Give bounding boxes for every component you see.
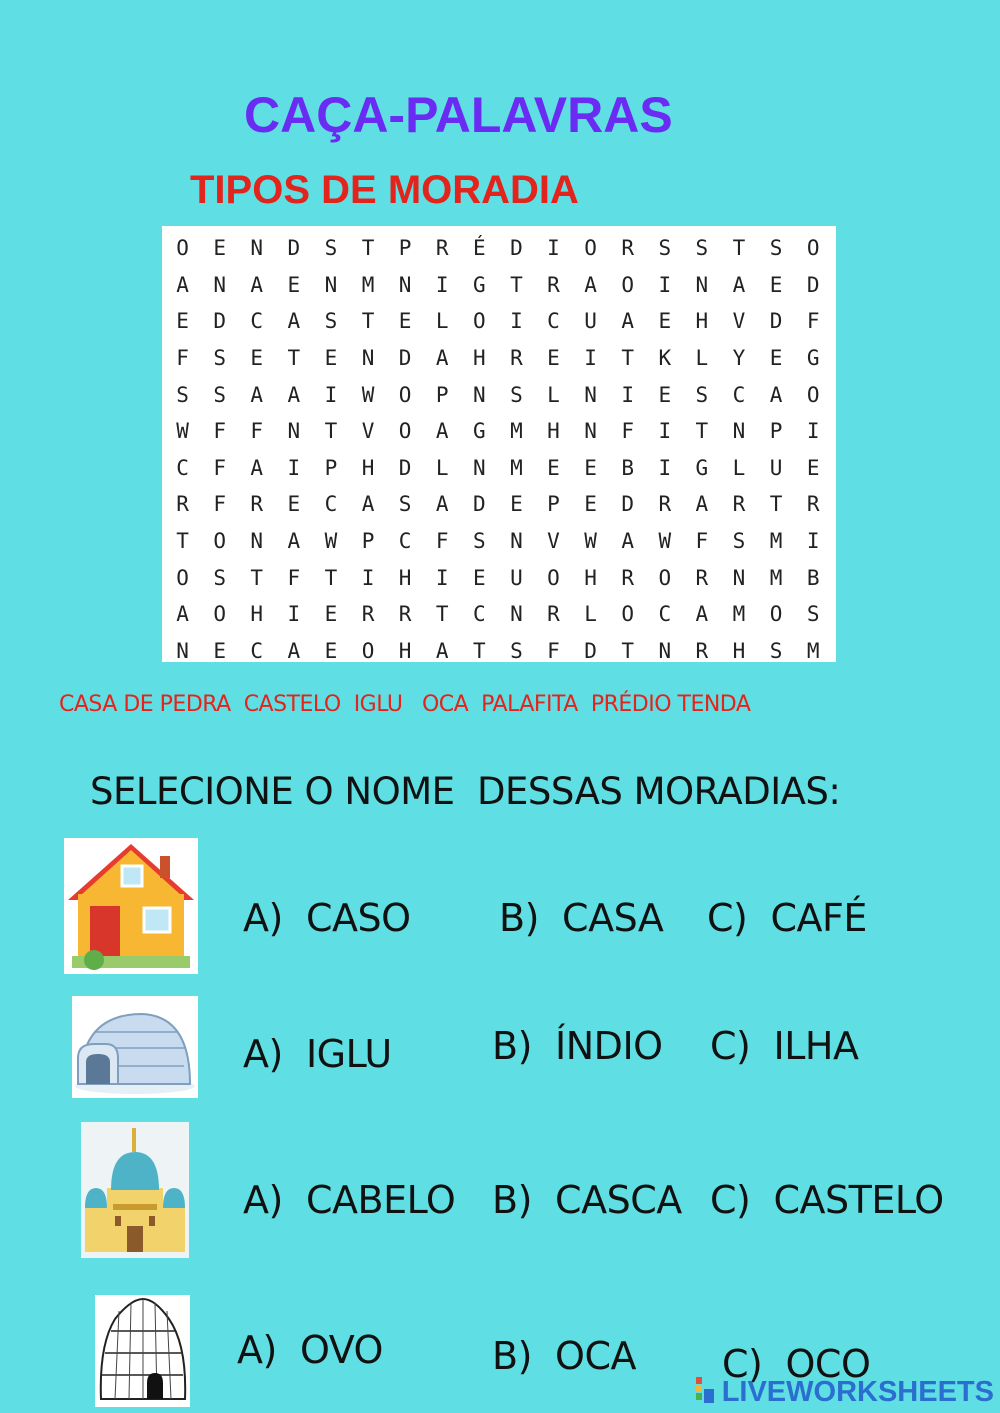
q2-option-c[interactable]: C) ILHA bbox=[710, 1024, 859, 1068]
q1-option-b[interactable]: B) CASA bbox=[499, 896, 664, 940]
grid-cell[interactable]: E bbox=[324, 638, 338, 663]
grid-cell[interactable]: A bbox=[621, 309, 634, 334]
grid-cell[interactable]: H bbox=[398, 565, 412, 590]
grid-cell[interactable]: W bbox=[324, 529, 338, 554]
grid-cell[interactable]: B bbox=[621, 455, 634, 480]
grid-cell[interactable]: N bbox=[510, 602, 523, 627]
grid-cell[interactable]: H bbox=[695, 309, 709, 334]
grid-cell[interactable]: F bbox=[695, 529, 709, 554]
grid-cell[interactable]: U bbox=[510, 565, 523, 590]
grid-cell[interactable]: A bbox=[287, 309, 301, 334]
grid-cell[interactable]: E bbox=[287, 272, 301, 297]
grid-cell[interactable]: P bbox=[547, 492, 560, 517]
grid-cell[interactable]: M bbox=[769, 529, 783, 554]
grid-cell[interactable]: M bbox=[361, 272, 375, 297]
grid-cell[interactable]: R bbox=[658, 492, 672, 517]
grid-cell[interactable]: R bbox=[250, 492, 264, 517]
q4-option-b[interactable]: B) OCA bbox=[492, 1334, 636, 1378]
grid-cell[interactable]: O bbox=[621, 272, 634, 297]
grid-cell[interactable]: A bbox=[250, 272, 264, 297]
grid-cell[interactable]: P bbox=[324, 455, 338, 480]
grid-cell[interactable]: S bbox=[398, 492, 412, 517]
grid-cell[interactable]: T bbox=[324, 565, 338, 590]
grid-cell[interactable]: T bbox=[287, 346, 301, 371]
grid-cell[interactable]: S bbox=[732, 529, 746, 554]
grid-cell[interactable]: A bbox=[584, 272, 597, 297]
grid-cell[interactable]: N bbox=[584, 382, 597, 407]
grid-cell[interactable]: F bbox=[547, 638, 560, 663]
castle-image bbox=[81, 1122, 189, 1258]
grid-cell[interactable]: W bbox=[361, 382, 375, 407]
grid-cell[interactable]: E bbox=[658, 382, 672, 407]
grid-cell[interactable]: O bbox=[213, 529, 226, 554]
grid-cell[interactable]: N bbox=[324, 272, 338, 297]
grid-cell[interactable]: A bbox=[695, 602, 709, 627]
grid-cell[interactable]: F bbox=[250, 419, 264, 444]
grid-cell[interactable]: F bbox=[435, 529, 449, 554]
page-subtitle: TIPOS DE MORADIA bbox=[190, 168, 579, 212]
grid-cell[interactable]: N bbox=[732, 565, 746, 590]
grid-cell[interactable]: S bbox=[213, 382, 226, 407]
hut-image bbox=[95, 1295, 190, 1407]
grid-cell[interactable]: L bbox=[435, 455, 449, 480]
grid-cell[interactable]: H bbox=[732, 638, 746, 663]
grid-cell[interactable]: I bbox=[547, 236, 560, 261]
brand-logo bbox=[694, 1375, 994, 1409]
grid-cell[interactable]: N bbox=[510, 529, 523, 554]
grid-cell[interactable]: H bbox=[398, 638, 412, 663]
grid-cell[interactable]: W bbox=[176, 419, 189, 444]
grid-cell[interactable]: A bbox=[250, 455, 264, 480]
grid-cell[interactable]: R bbox=[695, 638, 709, 663]
grid-cell[interactable]: O bbox=[806, 236, 820, 261]
grid-cell[interactable]: D bbox=[213, 309, 226, 334]
grid-cell[interactable]: D bbox=[287, 236, 301, 261]
grid-cell[interactable]: N bbox=[732, 419, 746, 444]
grid-cell[interactable]: A bbox=[695, 492, 709, 517]
grid-cell[interactable]: E bbox=[547, 346, 560, 371]
grid-cell[interactable]: U bbox=[584, 309, 597, 334]
grid-cell[interactable]: M bbox=[732, 602, 746, 627]
grid-cell[interactable]: R bbox=[547, 272, 560, 297]
grid-cell[interactable]: F bbox=[176, 346, 189, 371]
grid-cell[interactable]: S bbox=[324, 236, 338, 261]
grid-cell[interactable]: R bbox=[621, 236, 634, 261]
grid-cell[interactable]: É bbox=[472, 236, 486, 261]
page-title: CAÇA-PALAVRAS bbox=[244, 87, 673, 143]
grid-cell[interactable]: C bbox=[250, 638, 264, 663]
grid-cell[interactable]: D bbox=[769, 309, 783, 334]
grid-cell[interactable]: C bbox=[324, 492, 338, 517]
grid-cell[interactable]: I bbox=[435, 565, 449, 590]
grid-cell[interactable]: L bbox=[547, 382, 560, 407]
grid-cell[interactable]: R bbox=[398, 602, 412, 627]
grid-cell[interactable]: O bbox=[584, 236, 597, 261]
grid-cell[interactable]: A bbox=[287, 382, 301, 407]
grid-cell[interactable]: N bbox=[250, 236, 264, 261]
q2-option-b[interactable]: B) ÍNDIO bbox=[492, 1024, 663, 1068]
grid-cell[interactable]: T bbox=[510, 272, 523, 297]
grid-cell[interactable]: H bbox=[547, 419, 560, 444]
grid-cell[interactable]: N bbox=[250, 529, 264, 554]
grid-cell[interactable]: D bbox=[398, 346, 412, 371]
grid-cell[interactable]: F bbox=[287, 565, 301, 590]
grid-cell[interactable]: C bbox=[732, 382, 746, 407]
grid-cell[interactable]: A bbox=[435, 492, 449, 517]
q4-option-a[interactable]: A) OVO bbox=[237, 1328, 383, 1372]
castle-icon bbox=[81, 1122, 189, 1258]
grid-cell[interactable]: L bbox=[732, 455, 746, 480]
grid-cell[interactable]: R bbox=[621, 565, 634, 590]
grid-cell[interactable]: S bbox=[769, 236, 783, 261]
grid-cell[interactable]: R bbox=[361, 602, 375, 627]
grid-cell[interactable]: D bbox=[398, 455, 412, 480]
grid-cell[interactable]: L bbox=[584, 602, 597, 627]
grid-cell[interactable]: M bbox=[510, 455, 523, 480]
grid-cell[interactable]: A bbox=[435, 419, 449, 444]
grid-cell[interactable]: O bbox=[621, 602, 634, 627]
grid-cell[interactable]: R bbox=[732, 492, 746, 517]
grid-cell[interactable]: H bbox=[584, 565, 597, 590]
grid-cell[interactable]: E bbox=[472, 565, 486, 590]
grid-cell[interactable]: T bbox=[621, 346, 634, 371]
grid-cell[interactable]: E bbox=[176, 309, 189, 334]
grid-cell[interactable]: C bbox=[176, 455, 189, 480]
grid-cell[interactable]: T bbox=[695, 419, 709, 444]
grid-cell[interactable]: H bbox=[472, 346, 486, 371]
grid-cell[interactable]: D bbox=[621, 492, 634, 517]
grid-cell[interactable]: D bbox=[806, 272, 820, 297]
grid-cell[interactable]: S bbox=[510, 638, 523, 663]
grid-cell[interactable]: S bbox=[213, 346, 226, 371]
grid-cell[interactable]: A bbox=[250, 382, 264, 407]
grid-cell[interactable]: O bbox=[398, 419, 412, 444]
house-icon bbox=[64, 838, 198, 974]
grid-cell[interactable]: A bbox=[732, 272, 746, 297]
grid-cell[interactable]: E bbox=[584, 455, 597, 480]
grid-cell[interactable]: V bbox=[732, 309, 746, 334]
grid-cell[interactable]: E bbox=[324, 346, 338, 371]
grid-cell[interactable]: S bbox=[769, 638, 783, 663]
grid-cell[interactable]: E bbox=[510, 492, 523, 517]
grid-cell[interactable]: G bbox=[695, 455, 709, 480]
grid-cell[interactable]: M bbox=[769, 565, 783, 590]
grid-cell[interactable]: A bbox=[287, 638, 301, 663]
grid-cell[interactable]: T bbox=[472, 638, 486, 663]
grid-cell[interactable]: P bbox=[398, 236, 412, 261]
grid-cell[interactable]: R bbox=[435, 236, 449, 261]
grid-cell[interactable]: I bbox=[287, 602, 301, 627]
grid-cell[interactable]: B bbox=[806, 565, 820, 590]
grid-cell[interactable]: O bbox=[176, 565, 189, 590]
grid-cell[interactable]: E bbox=[213, 638, 226, 663]
grid-cell[interactable]: O bbox=[176, 236, 189, 261]
grid-cell[interactable]: T bbox=[250, 565, 264, 590]
grid-cell[interactable]: A bbox=[287, 529, 301, 554]
grid-cell[interactable]: I bbox=[584, 346, 597, 371]
grid-cell[interactable]: E bbox=[769, 272, 783, 297]
q4-option-c[interactable]: C) OCO bbox=[722, 1342, 871, 1386]
grid-cell[interactable]: H bbox=[250, 602, 264, 627]
grid-cell[interactable]: O bbox=[658, 565, 672, 590]
grid-cell[interactable]: G bbox=[472, 272, 486, 297]
grid-cell[interactable]: M bbox=[806, 638, 820, 663]
grid-cell[interactable]: D bbox=[472, 492, 486, 517]
grid-cell[interactable]: E bbox=[584, 492, 597, 517]
grid-cell[interactable]: R bbox=[695, 565, 709, 590]
grid-cell[interactable]: T bbox=[361, 309, 375, 334]
grid-cell[interactable]: F bbox=[806, 309, 820, 334]
grid-cell[interactable]: C bbox=[658, 602, 672, 627]
grid-cell[interactable]: N bbox=[584, 419, 597, 444]
grid-cell[interactable]: A bbox=[176, 272, 189, 297]
grid-cell[interactable]: K bbox=[658, 346, 672, 371]
grid-cell[interactable]: R bbox=[176, 492, 189, 517]
grid-cell[interactable]: I bbox=[510, 309, 523, 334]
grid-cell[interactable]: F bbox=[213, 419, 226, 444]
grid-cell[interactable]: I bbox=[435, 272, 449, 297]
grid-cell[interactable]: O bbox=[547, 565, 560, 590]
grid-cell[interactable]: T bbox=[361, 236, 375, 261]
grid-cell[interactable]: S bbox=[695, 382, 709, 407]
grid-cell[interactable]: I bbox=[658, 419, 672, 444]
grid-cell[interactable]: E bbox=[250, 346, 264, 371]
grid-cell[interactable]: I bbox=[621, 382, 634, 407]
grid-cell[interactable]: A bbox=[435, 346, 449, 371]
grid-cell[interactable]: S bbox=[176, 382, 189, 407]
grid-cell[interactable]: A bbox=[769, 382, 783, 407]
grid-cell[interactable]: P bbox=[435, 382, 449, 407]
grid-cell[interactable]: W bbox=[658, 529, 672, 554]
grid-cell[interactable]: I bbox=[658, 272, 672, 297]
q2-option-a[interactable]: A) IGLU bbox=[243, 1032, 392, 1076]
grid-cell[interactable]: F bbox=[621, 419, 634, 444]
q3-option-b[interactable]: B) CASCA bbox=[492, 1178, 682, 1222]
grid-cell[interactable]: E bbox=[658, 309, 672, 334]
grid-cell[interactable]: N bbox=[398, 272, 412, 297]
grid-cell[interactable]: G bbox=[472, 419, 486, 444]
grid-cell[interactable]: C bbox=[547, 309, 560, 334]
grid-cell[interactable]: C bbox=[472, 602, 486, 627]
grid-cell[interactable]: I bbox=[806, 419, 820, 444]
house-image bbox=[64, 838, 198, 974]
grid-cell[interactable]: L bbox=[435, 309, 449, 334]
grid-cell[interactable]: S bbox=[472, 529, 486, 554]
grid-cell[interactable]: S bbox=[806, 602, 820, 627]
grid-cell[interactable]: S bbox=[658, 236, 672, 261]
grid-cell[interactable]: T bbox=[769, 492, 783, 517]
grid-cell[interactable]: R bbox=[806, 492, 820, 517]
grid-cell[interactable]: S bbox=[213, 565, 226, 590]
grid-cell[interactable]: T bbox=[324, 419, 338, 444]
grid-cell[interactable]: N bbox=[472, 382, 486, 407]
hut-icon bbox=[95, 1295, 190, 1407]
igloo-icon bbox=[72, 996, 198, 1098]
grid-cell[interactable]: E bbox=[324, 602, 338, 627]
word-list: CASA DE PEDRA CASTELO IGLU OCA PALAFITA PRÉDIO TENDA bbox=[59, 692, 751, 717]
instruction-text: SELECIONE O NOME DESSAS MORADIAS: bbox=[90, 770, 841, 813]
grid-cell[interactable]: E bbox=[398, 309, 412, 334]
grid-cell[interactable]: N bbox=[695, 272, 709, 297]
grid-cell[interactable]: Y bbox=[732, 346, 746, 371]
grid-cell[interactable]: A bbox=[435, 638, 449, 663]
grid-cell[interactable]: I bbox=[324, 382, 338, 407]
grid-cell[interactable]: T bbox=[621, 638, 634, 663]
grid-cell[interactable]: N bbox=[472, 455, 486, 480]
grid-cell[interactable]: C bbox=[250, 309, 264, 334]
grid-cell[interactable]: S bbox=[510, 382, 523, 407]
q3-option-c[interactable]: C) CASTELO bbox=[710, 1178, 944, 1222]
grid-cell[interactable]: I bbox=[658, 455, 672, 480]
grid-cell[interactable]: S bbox=[695, 236, 709, 261]
grid-cell[interactable]: T bbox=[176, 529, 189, 554]
grid-cell[interactable]: W bbox=[584, 529, 597, 554]
grid-cell[interactable]: E bbox=[213, 236, 226, 261]
grid-cell[interactable]: N bbox=[287, 419, 301, 444]
grid-cell[interactable]: V bbox=[361, 419, 375, 444]
grid-cell[interactable]: E bbox=[547, 455, 560, 480]
grid-cell[interactable]: I bbox=[361, 565, 375, 590]
grid-cell[interactable]: E bbox=[287, 492, 301, 517]
grid-cell[interactable]: C bbox=[398, 529, 412, 554]
igloo-image bbox=[72, 996, 198, 1098]
grid-cell[interactable]: O bbox=[398, 382, 412, 407]
grid-cell[interactable]: R bbox=[510, 346, 523, 371]
q3-option-a[interactable]: A) CABELO bbox=[243, 1178, 456, 1222]
grid-cell[interactable]: O bbox=[769, 602, 783, 627]
grid-cell[interactable]: M bbox=[510, 419, 523, 444]
grid-cell[interactable]: P bbox=[361, 529, 375, 554]
grid-cell[interactable]: T bbox=[732, 236, 746, 261]
grid-cell[interactable]: E bbox=[769, 346, 783, 371]
brand-text: LIVEWORKSHEETS bbox=[721, 1375, 994, 1408]
grid-cell[interactable]: I bbox=[806, 529, 820, 554]
grid-cell[interactable]: T bbox=[435, 602, 449, 627]
grid-cell[interactable]: O bbox=[213, 602, 226, 627]
grid-cell[interactable]: L bbox=[695, 346, 709, 371]
grid-cell[interactable]: O bbox=[361, 638, 375, 663]
grid-cell[interactable]: G bbox=[806, 346, 820, 371]
grid-cell[interactable]: O bbox=[806, 382, 820, 407]
grid-cell[interactable]: D bbox=[584, 638, 597, 663]
grid-cell[interactable]: N bbox=[213, 272, 226, 297]
grid-cell[interactable]: E bbox=[806, 455, 820, 480]
q1-option-c[interactable]: C) CAFÉ bbox=[707, 896, 867, 940]
grid-cell[interactable]: N bbox=[176, 638, 189, 663]
grid-cell[interactable]: A bbox=[361, 492, 375, 517]
liveworksheets-logo-icon bbox=[694, 1377, 718, 1407]
grid-cell[interactable]: R bbox=[547, 602, 560, 627]
grid-cell[interactable]: N bbox=[361, 346, 375, 371]
grid-cell[interactable]: U bbox=[769, 455, 783, 480]
grid-cell[interactable]: P bbox=[769, 419, 783, 444]
grid-cell[interactable]: N bbox=[658, 638, 672, 663]
grid-cell[interactable]: I bbox=[287, 455, 301, 480]
word-search-grid bbox=[162, 226, 836, 662]
grid-cell[interactable]: O bbox=[472, 309, 486, 334]
grid-cell[interactable]: D bbox=[510, 236, 523, 261]
grid-cell[interactable]: A bbox=[621, 529, 634, 554]
grid-cell[interactable]: H bbox=[361, 455, 375, 480]
grid-cell[interactable]: A bbox=[176, 602, 189, 627]
q1-option-a[interactable]: A) CASO bbox=[243, 896, 411, 940]
grid-cell[interactable]: V bbox=[547, 529, 560, 554]
grid-cell[interactable]: F bbox=[213, 492, 226, 517]
grid-cell[interactable]: S bbox=[324, 309, 338, 334]
grid-cell[interactable]: F bbox=[213, 455, 226, 480]
